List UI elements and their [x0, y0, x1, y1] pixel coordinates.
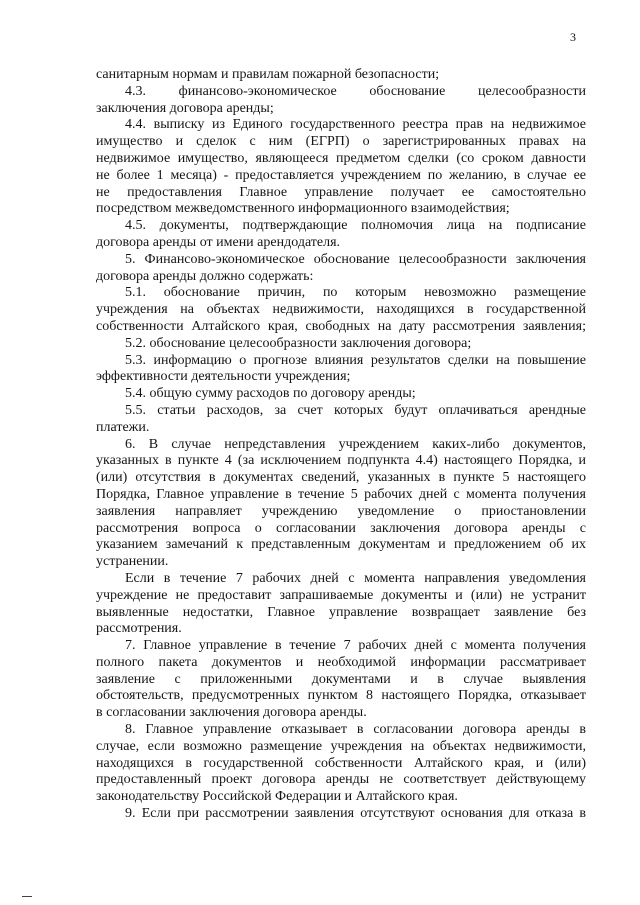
paragraph [96, 117, 586, 218]
text-line: имущество и сделок с ним (ЕГРП) о зарегистрированных правах на [96, 134, 586, 150]
text-line: выявленные недостатки, Главное управление возвращает заявление без [96, 604, 586, 620]
text-line: 5.3. информацию о прогнозе влияния результатов сделки на повышение [125, 352, 586, 368]
text-line: 4.4. выписку из Единого государственного реестра прав на недвижимое [125, 117, 586, 133]
text-line: рассмотрения. [96, 621, 182, 637]
text-line: 9. Если при рассмотрении заявления отсутствуют основания для отказа в [125, 806, 586, 822]
paragraph [96, 722, 586, 806]
text-line: в согласовании заключения договора аренды. [96, 705, 367, 721]
text-line: 8. Главное управление отказывает в согласовании договора аренды в [125, 722, 586, 738]
text-line: 5. Финансово-экономическое обоснование целесообразности заключения [125, 251, 586, 267]
text-line: договора аренды должно содержать: [96, 268, 314, 284]
document-body [96, 67, 586, 823]
text-line: заявления направляет учреждению уведомление о приостановлении [96, 503, 586, 519]
paragraph [96, 285, 586, 335]
text-line: платежи. [96, 419, 150, 435]
text-line: Порядка, Главное управление в течение 5 рабочих дней с момента получения [96, 486, 586, 502]
scan-mark [22, 896, 32, 897]
text-line: рассмотрения вопроса о согласовании заключения договора аренды с [96, 520, 586, 536]
page-number: 3 [570, 30, 576, 44]
text-line: 6. В случае непредставления учреждением каких-либо документов, [125, 436, 586, 452]
text-line: заявление с приложенными документами и в случае выявления [96, 671, 586, 687]
paragraph [96, 386, 586, 403]
text-line: полного пакета документов и необходимой информации рассматривает [96, 654, 586, 670]
text-line: недвижимое имущество, являющееся предметом сделки (со сроком давности [96, 150, 586, 166]
paragraph [96, 806, 586, 823]
paragraph [96, 218, 586, 252]
paragraph [96, 403, 586, 437]
text-line: учреждения на объектах недвижимости, находящихся в государственной [96, 302, 586, 318]
text-line: 4.3. финансово-экономическое обоснование целесообразности [125, 83, 586, 99]
text-line: случае, если возможно размещение учреждения на объектах недвижимости, [96, 738, 586, 754]
text-line: 5.4. общую сумму расходов по договору аренды; [125, 386, 416, 402]
text-line: обстоятельств, предусмотренных пунктом 8 настоящего Порядка, отказывает [96, 688, 586, 704]
text-line: 5.1. обоснование причин, по которым невозможно размещение [125, 285, 586, 301]
text-line: (или) отсутствия в документах сведений, указанных в пункте 5 настоящего [96, 470, 586, 486]
text-line: 5.5. статьи расходов, за счет которых будут оплачиваться арендные [125, 402, 586, 418]
paragraph [96, 252, 586, 286]
paragraph [96, 353, 586, 387]
paragraph [96, 336, 586, 353]
paragraph [96, 437, 586, 571]
text-line: 7. Главное управление в течение 7 рабочих дней с момента получения [125, 638, 586, 654]
text-line: Если в течение 7 рабочих дней с момента направления уведомления [125, 570, 586, 586]
text-line: предоставленный проект договора аренды не соответствует действующему [96, 772, 586, 788]
text-line: договора аренды от имени арендодателя. [96, 234, 341, 250]
text-line: указанных в пункте 4 (за исключением подпункта 4.4) настоящего Порядка, и [96, 453, 586, 469]
paragraph [96, 638, 586, 722]
text-line: не предоставления Главное управление получает ее самостоятельно [96, 184, 586, 200]
text-line: указанием замечаний к представленным документам и предложением об их [96, 537, 586, 553]
paragraph [96, 67, 586, 84]
text-line: эффективности деятельности учреждения; [96, 369, 351, 385]
paragraph [96, 571, 586, 638]
text-line: 4.5. документы, подтверждающие полномочия лица на подписание [125, 218, 586, 234]
text-line: заключения договора аренды; [96, 100, 274, 116]
paragraph [96, 84, 586, 118]
text-line: собственности Алтайского края, свободных на дату рассмотрения заявления; [96, 318, 586, 334]
text-line: находящихся в государственной собственности Алтайского края, и (или) [96, 755, 586, 771]
text-line: учреждение не предоставит запрашиваемые документы и (или) не устранит [96, 587, 586, 603]
text-line: 5.2. обоснование целесообразности заключения договора; [125, 335, 472, 351]
text-line: законодательству Российской Федерации и Алтайского края. [96, 789, 458, 805]
text-line: устранении. [96, 554, 169, 570]
text-line: не более 1 месяца) - предоставляется учреждением по желанию, в случае ее [96, 167, 586, 183]
text-line: посредством межведомственного информационного взаимодействия; [96, 201, 510, 217]
text-line: санитарным нормам и правилам пожарной безопасности; [96, 67, 440, 82]
